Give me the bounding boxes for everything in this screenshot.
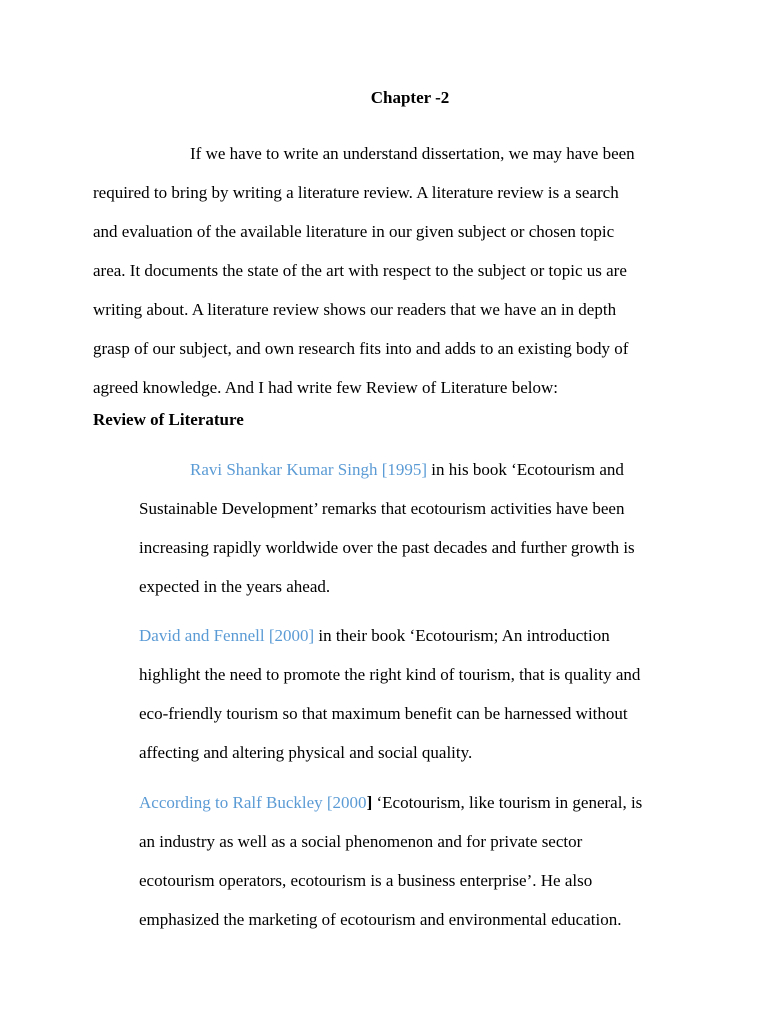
review-entry-singh bbox=[139, 450, 699, 606]
section-heading: Review of Literature bbox=[93, 410, 244, 429]
review-first-line bbox=[139, 783, 699, 822]
intro-line: writing about. A literature review shows our readers that we have an in depth bbox=[93, 300, 617, 319]
intro-paragraph bbox=[93, 134, 683, 407]
citation-link[interactable]: Ravi Shankar Kumar Singh [1995] bbox=[190, 460, 428, 479]
review-line: Sustainable Development’ remarks that ecotourism activities have been bbox=[139, 499, 625, 518]
citation-link[interactable]: According to Ralf Buckley [2000 bbox=[139, 793, 367, 812]
intro-line: and evaluation of the available literature in our given subject or chosen topic bbox=[93, 222, 615, 241]
review-line: expected in the years ahead. bbox=[139, 577, 331, 596]
intro-line: grasp of our subject, and own research fits into and adds to an existing body of bbox=[93, 339, 629, 358]
citation-link[interactable]: David and Fennell [2000] bbox=[139, 626, 315, 645]
review-line: increasing rapidly worldwide over the past decades and further growth is bbox=[139, 538, 635, 557]
review-first-line bbox=[139, 616, 699, 655]
intro-line: If we have to write an understand dissertation, we may have been bbox=[190, 144, 635, 163]
review-entry-buckley bbox=[139, 783, 699, 939]
review-text: in his book ‘Ecotourism and bbox=[427, 460, 624, 479]
intro-line: area. It documents the state of the art with respect to the subject or topic us are bbox=[93, 261, 627, 280]
review-entry-fennell bbox=[139, 616, 699, 772]
review-text: in their book ‘Ecotourism; An introduction bbox=[314, 626, 610, 645]
review-line: ecotourism operators, ecotourism is a business enterprise’. He also bbox=[139, 871, 593, 890]
review-text: ‘Ecotourism, like tourism in general, is bbox=[372, 793, 643, 812]
review-line: emphasized the marketing of ecotourism and environmental education. bbox=[139, 910, 622, 929]
chapter-title: Chapter -2 bbox=[370, 88, 450, 107]
review-line: affecting and altering physical and social quality. bbox=[139, 743, 473, 762]
citation-bracket: ] bbox=[366, 793, 373, 812]
review-line: eco-friendly tourism so that maximum benefit can be harnessed without bbox=[139, 704, 628, 723]
review-line: highlight the need to promote the right kind of tourism, that is quality and bbox=[139, 665, 641, 684]
intro-line: agreed knowledge. And I had write few Review of Literature below: bbox=[93, 378, 558, 397]
review-line: an industry as well as a social phenomenon and for private sector bbox=[139, 832, 583, 851]
review-first-line bbox=[139, 450, 699, 489]
intro-line: required to bring by writing a literature review. A literature review is a search bbox=[93, 183, 619, 202]
